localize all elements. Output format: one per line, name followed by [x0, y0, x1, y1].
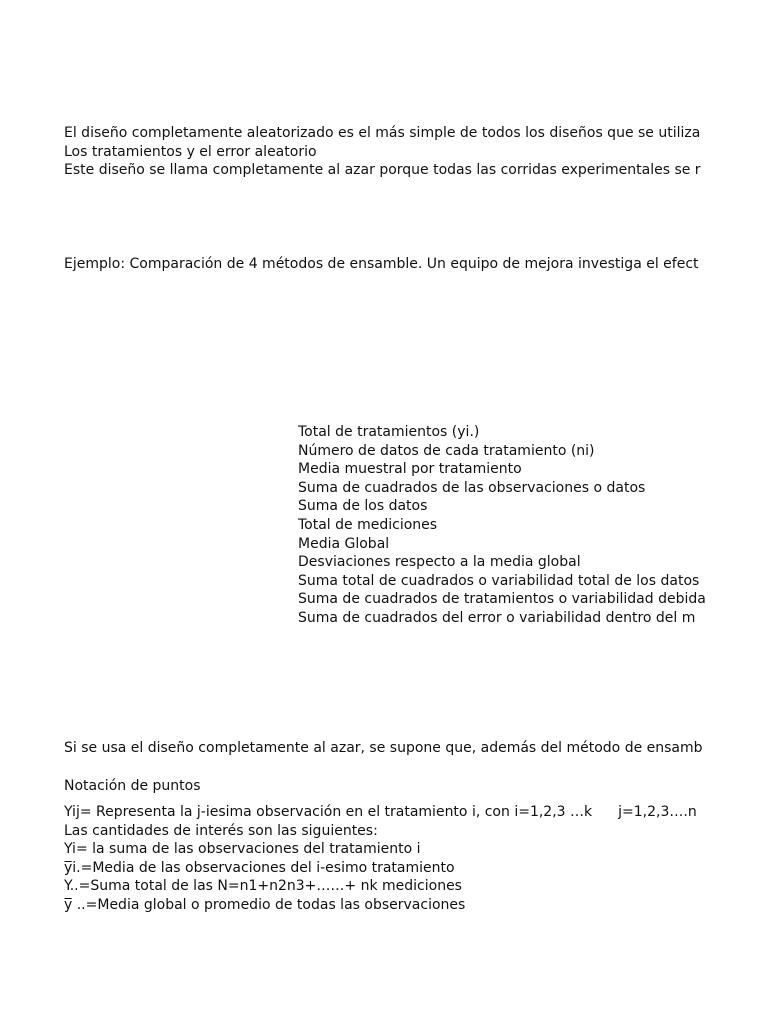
definition-item: Suma de cuadrados de las observaciones o datos — [298, 479, 646, 496]
notation-yij-j-range: j=1,2,3….n — [618, 804, 697, 820]
notation-title: Notación de puntos — [64, 778, 201, 794]
notation-ybar-i: y̅i.=Media de las observaciones del i-esimo tratamiento — [64, 859, 455, 876]
definition-item: Desviaciones respecto a la media global — [298, 554, 581, 571]
definition-item: Total de tratamientos (yi.) — [298, 424, 480, 440]
definition-item: Media Global — [298, 535, 390, 552]
intro-line-2: Los tratamientos y el error aleatorio — [64, 143, 317, 160]
definition-item: Suma de cuadrados de tratamientos o variabilidad debida — [298, 591, 706, 608]
definition-item: Media muestral por tratamiento — [298, 461, 522, 478]
intro-line-3: Este diseño se llama completamente al azar porque todas las corridas experimentales se r — [64, 162, 701, 179]
intro-line-1: El diseño completamente aleatorizado es el más simple de todos los diseños que se utiliza — [64, 125, 701, 141]
notation-ybar-global: y̅ ..=Media global o promedio de todas las observaciones — [64, 896, 466, 913]
definition-item: Número de datos de cada tratamiento (ni) — [298, 442, 595, 459]
definition-item: Suma de los datos — [298, 498, 428, 515]
example-paragraph — [64, 255, 699, 274]
definitions-list — [298, 423, 706, 628]
notation-quantities: Las cantidades de interés son las siguientes: — [64, 822, 378, 839]
definition-item: Suma de cuadrados del error o variabilidad dentro del m — [298, 609, 696, 626]
assumption-paragraph — [64, 739, 703, 758]
notation-heading — [64, 777, 687, 796]
notation-y-total: Y..=Suma total de las N=n1+n2n3+……+ nk mediciones — [64, 878, 462, 895]
intro-paragraph — [64, 124, 701, 180]
notation-section — [64, 803, 697, 915]
definition-item: Suma total de cuadrados o variabilidad total de los datos — [298, 572, 700, 589]
notation-yij — [64, 803, 697, 822]
example-line: Ejemplo: Comparación de 4 métodos de ensamble. Un equipo de mejora investiga el efect — [64, 256, 699, 272]
definition-item: Total de mediciones — [298, 516, 438, 533]
notation-yij-definition: Yij= Representa la j-iesima observación en el tratamiento i, con i=1,2,3 …k — [64, 804, 593, 820]
notation-yi: Yi= la suma de las observaciones del tratamiento i — [64, 841, 421, 858]
assumption-line: Si se usa el diseño completamente al azar, se supone que, además del método de ensamb — [64, 740, 703, 756]
